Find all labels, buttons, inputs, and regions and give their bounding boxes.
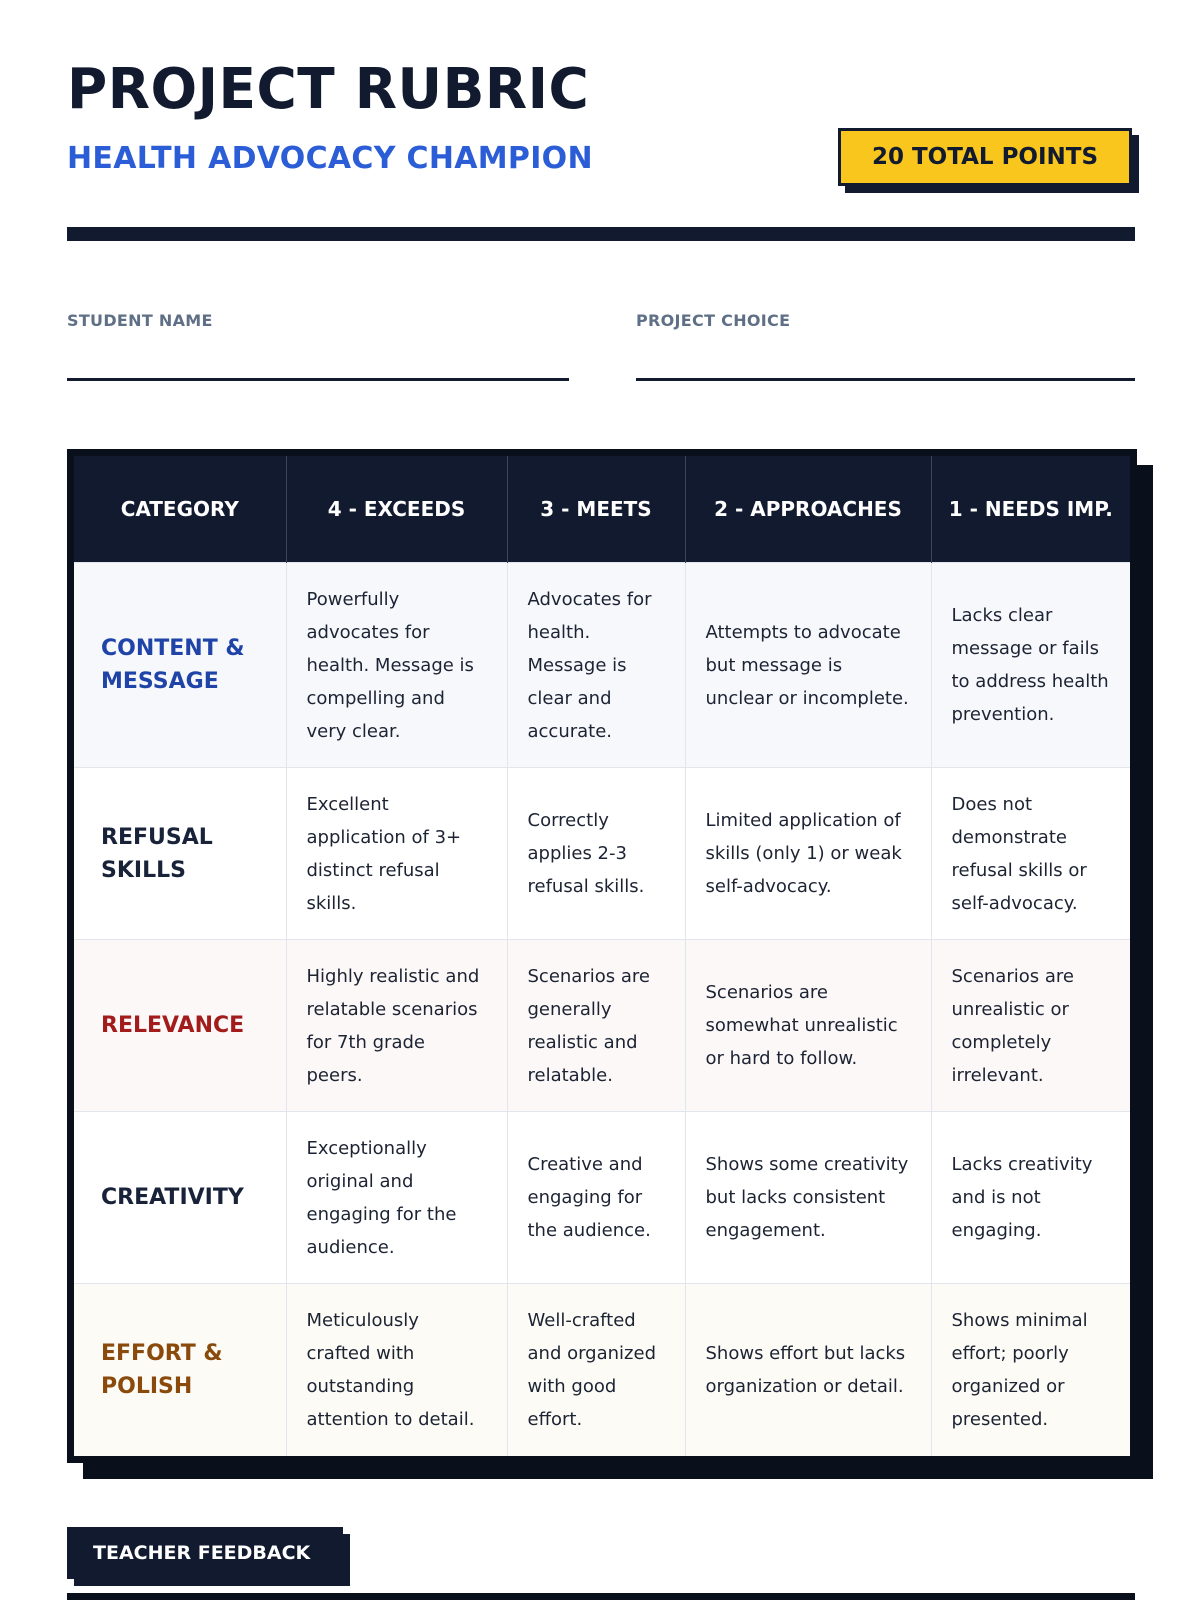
cell-meets: Advocates for health. Message is clear and accurate.: [507, 563, 685, 768]
cell-approaches: Attempts to advocate but message is unclear or incomplete.: [685, 563, 931, 768]
category-creativity: CREATIVITY: [74, 1112, 286, 1284]
cell-needs-improvement: Does not demonstrate refusal skills or self-advocacy.: [931, 768, 1130, 940]
rubric-row-relevance: [74, 940, 1130, 1112]
rubric-row-creativity: [74, 1112, 1130, 1284]
header-divider: [67, 227, 1135, 241]
cell-exceeds: Highly realistic and relatable scenarios for 7th grade peers.: [286, 940, 507, 1112]
cell-exceeds: Excellent application of 3+ distinct refusal skills.: [286, 768, 507, 940]
cell-meets: Creative and engaging for the audience.: [507, 1112, 685, 1284]
cell-meets: Well-crafted and organized with good effort.: [507, 1284, 685, 1456]
cell-needs-improvement: Shows minimal effort; poorly organized or presented.: [931, 1284, 1130, 1456]
student-name-field[interactable]: [67, 378, 569, 381]
rubric-row-refusal-skills: [74, 768, 1130, 940]
header-meets: 3 - MEETS: [507, 456, 685, 563]
rubric-table: [67, 449, 1137, 1463]
cell-approaches: Shows some creativity but lacks consistent engagement.: [685, 1112, 931, 1284]
header-exceeds: 4 - EXCEEDS: [286, 456, 507, 563]
project-choice-label: PROJECT CHOICE: [636, 311, 791, 330]
page-subtitle: HEALTH ADVOCACY CHAMPION: [67, 141, 593, 176]
page-title: PROJECT RUBRIC: [67, 57, 590, 122]
cell-meets: Correctly applies 2-3 refusal skills.: [507, 768, 685, 940]
total-points-badge: 20 TOTAL POINTS: [838, 128, 1132, 186]
cell-approaches: Limited application of skills (only 1) or weak self-advocacy.: [685, 768, 931, 940]
cell-needs-improvement: Lacks clear message or fails to address health prevention.: [931, 563, 1130, 768]
header-needs-improvement: 1 - NEEDS IMP.: [931, 456, 1130, 563]
rubric-row-effort-polish: [74, 1284, 1130, 1456]
student-name-label: STUDENT NAME: [67, 311, 213, 330]
teacher-feedback-label: TEACHER FEEDBACK: [67, 1527, 343, 1579]
header-category: CATEGORY: [74, 456, 286, 563]
category-effort-polish: EFFORT & POLISH: [74, 1284, 286, 1456]
teacher-feedback-box[interactable]: [67, 1593, 1135, 1623]
cell-needs-improvement: Scenarios are unrealistic or completely irrelevant.: [931, 940, 1130, 1112]
category-relevance: RELEVANCE: [74, 940, 286, 1112]
cell-approaches: Shows effort but lacks organization or detail.: [685, 1284, 931, 1456]
cell-meets: Scenarios are generally realistic and relatable.: [507, 940, 685, 1112]
cell-exceeds: Exceptionally original and engaging for the audience.: [286, 1112, 507, 1284]
category-refusal-skills: REFUSAL SKILLS: [74, 768, 286, 940]
cell-approaches: Scenarios are somewhat unrealistic or hard to follow.: [685, 940, 931, 1112]
rubric-header-row: [74, 456, 1130, 563]
cell-needs-improvement: Lacks creativity and is not engaging.: [931, 1112, 1130, 1284]
category-content-message: CONTENT & MESSAGE: [74, 563, 286, 768]
header-approaches: 2 - APPROACHES: [685, 456, 931, 563]
cell-exceeds: Powerfully advocates for health. Message is compelling and very clear.: [286, 563, 507, 768]
rubric-row-content-message: [74, 563, 1130, 768]
project-choice-field[interactable]: [636, 378, 1135, 381]
cell-exceeds: Meticulously crafted with outstanding attention to detail.: [286, 1284, 507, 1456]
